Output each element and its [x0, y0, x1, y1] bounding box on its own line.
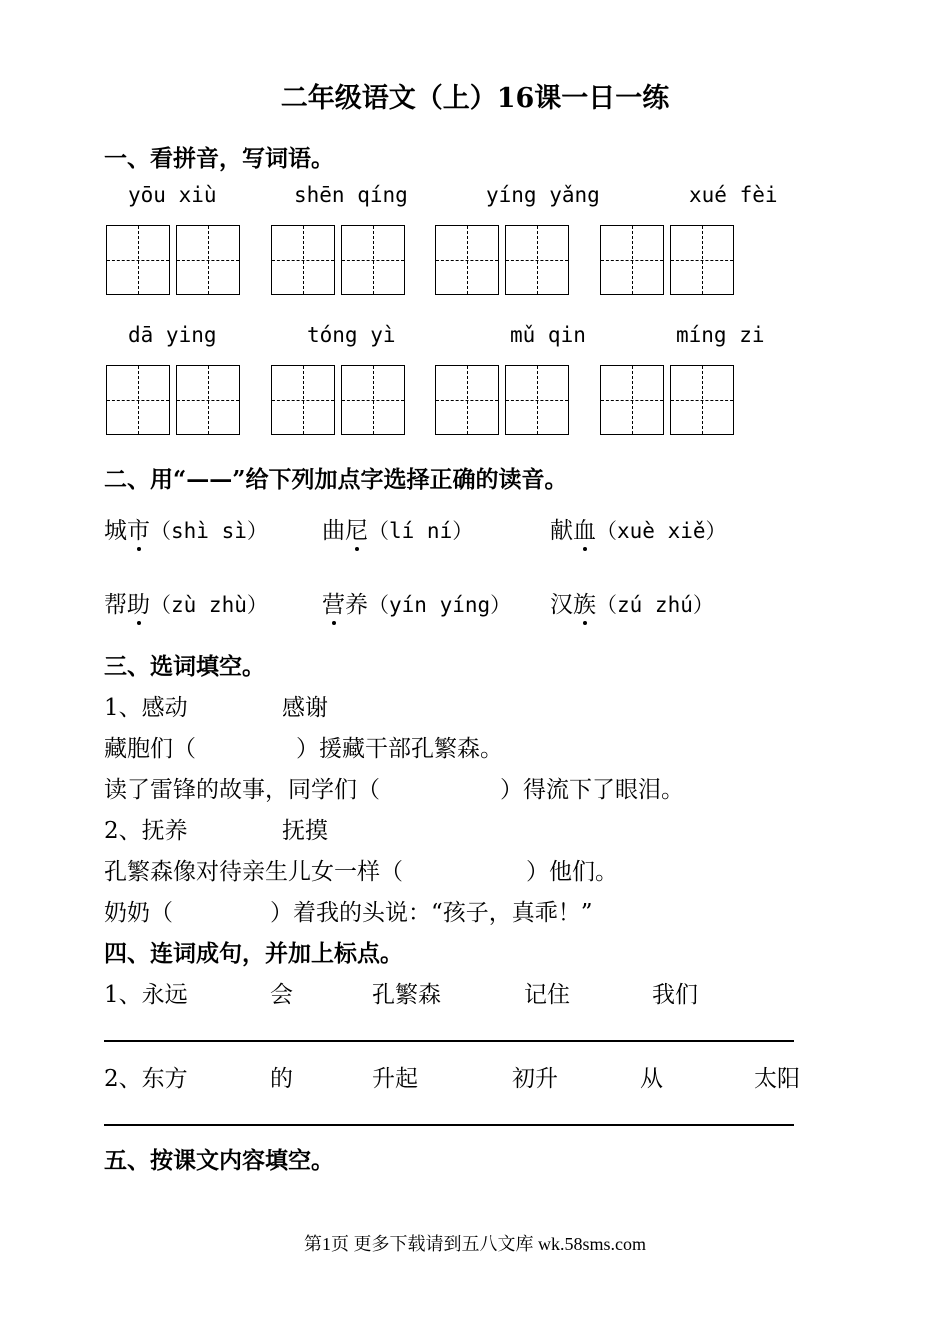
writing-box[interactable] — [106, 225, 170, 295]
pronunciation-item: 营养（yín yíng） — [322, 586, 511, 619]
writing-box[interactable] — [176, 365, 240, 435]
section-2-heading: 二、用“——”给下列加点字选择正确的读音。 — [104, 466, 568, 493]
sentence-2-end: ）得流下了眼泪。 — [500, 777, 684, 803]
pinyin-label: mǔ qin — [510, 323, 586, 347]
writing-box[interactable] — [341, 365, 405, 435]
writing-box[interactable] — [670, 365, 734, 435]
sentence-4-start: 奶奶（ — [104, 900, 173, 926]
writing-box[interactable] — [435, 365, 499, 435]
word-choice-2: 2、抚养 — [104, 818, 188, 844]
section-3-heading: 三、选词填空。 — [104, 653, 265, 680]
pinyin-label: dā ying — [128, 323, 217, 347]
pronunciation-item: 曲尼（lí ní） — [322, 512, 473, 545]
sentence-2-start: 读了雷锋的故事，同学们（ — [104, 777, 380, 803]
sentence-1-end: ）援藏干部孔繁森。 — [296, 736, 503, 762]
section-4-heading: 四、连词成句，并加上标点。 — [104, 940, 403, 967]
answer-line[interactable] — [104, 1040, 794, 1042]
word-tile: 会 — [270, 982, 293, 1008]
sentence-1-start: 藏胞们（ — [104, 736, 196, 762]
sentence-3-end: ）他们。 — [526, 859, 618, 885]
word-choice-1: 1、感动 — [104, 695, 188, 721]
word-tile: 2、东方 — [104, 1066, 188, 1092]
word-tile: 从 — [640, 1066, 663, 1092]
word-tile: 的 — [270, 1066, 293, 1092]
writing-box[interactable] — [600, 225, 664, 295]
pronunciation-item: 帮助（zù zhù） — [104, 586, 268, 619]
writing-box[interactable] — [176, 225, 240, 295]
pinyin-label: shēn qíng — [294, 183, 408, 207]
writing-box[interactable] — [600, 365, 664, 435]
word-tile: 1、永远 — [104, 982, 188, 1008]
writing-box[interactable] — [505, 225, 569, 295]
pinyin-label: yōu xiù — [128, 183, 217, 207]
sentence-3-start: 孔繁森像对待亲生儿女一样（ — [104, 859, 403, 885]
answer-line[interactable] — [104, 1124, 794, 1126]
section-5-heading: 五、按课文内容填空。 — [104, 1147, 334, 1174]
pronunciation-item: 城市（shì sì） — [104, 512, 268, 545]
word-tile: 我们 — [652, 982, 698, 1008]
writing-box[interactable] — [505, 365, 569, 435]
word-tile: 孔繁森 — [372, 982, 441, 1008]
writing-box[interactable] — [670, 225, 734, 295]
writing-box[interactable] — [106, 365, 170, 435]
writing-box[interactable] — [271, 225, 335, 295]
word-choice-1-alt: 感谢 — [282, 695, 328, 721]
writing-box[interactable] — [271, 365, 335, 435]
pinyin-label: tóng yì — [307, 323, 396, 347]
pronunciation-item: 献血（xuè xiě） — [550, 512, 727, 545]
writing-box[interactable] — [341, 225, 405, 295]
word-tile: 初升 — [512, 1066, 558, 1092]
pronunciation-item: 汉族（zú zhú） — [550, 586, 714, 619]
word-tile: 太阳 — [754, 1066, 800, 1092]
pinyin-label: míng zi — [676, 323, 765, 347]
writing-box[interactable] — [435, 225, 499, 295]
word-tile: 升起 — [372, 1066, 418, 1092]
section-1-heading: 一、看拼音，写词语。 — [104, 145, 334, 172]
page-title: 二年级语文（上）16课一日一练 — [280, 83, 670, 114]
sentence-4-end: ）着我的头说：“孩子，真乖！” — [270, 900, 593, 926]
pinyin-label: xué fèi — [689, 183, 778, 207]
pinyin-label: yíng yǎng — [486, 183, 600, 207]
word-tile: 记住 — [524, 982, 570, 1008]
page-footer: 第1页 更多下载请到五八文库 wk.58sms.com — [304, 1234, 646, 1254]
word-choice-2-alt: 抚摸 — [282, 818, 328, 844]
